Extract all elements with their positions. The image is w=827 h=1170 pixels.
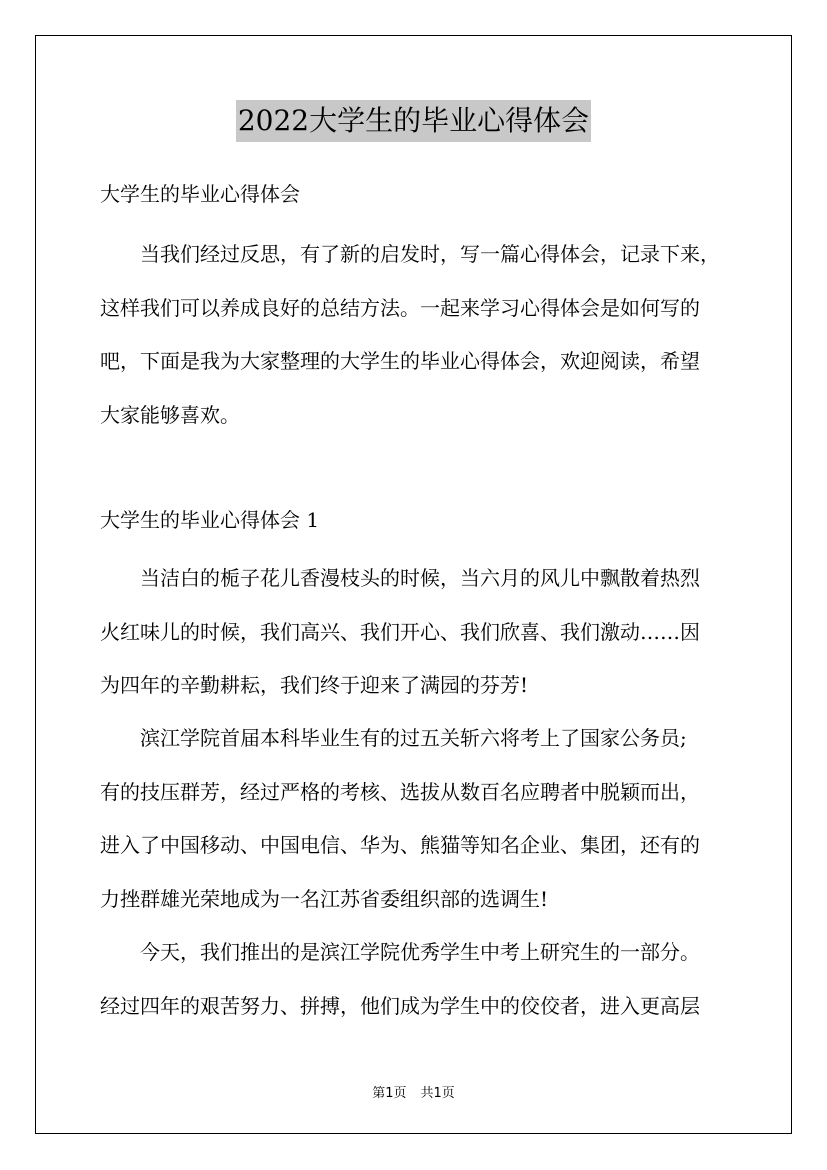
page-total: 共1页 [420, 1086, 455, 1101]
paragraph-line: 这样我们可以养成良好的总结方法。一起来学习心得体会是如何写的 [100, 295, 700, 320]
page-number: 第1页 [372, 1086, 407, 1101]
paragraph-line: 为四年的辛勤耕耘，我们终于迎来了满园的芬芳! [100, 673, 529, 697]
section-heading [100, 500, 740, 540]
document-title: 2022大学生的毕业心得体会 [236, 100, 591, 142]
section-heading-text: 大学生的毕业心得体会 1 [100, 508, 320, 532]
paragraph-line: 经过四年的艰苦努力、拼搏，他们成为学生中的佼佼者，进入更高层 [100, 993, 700, 1018]
intro-paragraph [100, 228, 740, 442]
paragraph-4 [100, 926, 740, 1033]
paragraph-line: 火红味儿的时候，我们高兴、我们开心、我们欣喜、我们激动……因 [100, 619, 700, 644]
paragraph-line: 有的技压群芳，经过严格的考核、选拔从数百名应聘者中脱颖而出， [100, 779, 700, 804]
document-heading [100, 174, 740, 214]
paragraph-line: 大家能够喜欢。 [100, 402, 240, 427]
paragraph-line: 今天，我们推出的是滨江学院优秀学生中考上研究生的一部分。 [140, 940, 700, 964]
paragraph-line: 当洁白的栀子花儿香漫枝头的时候，当六月的风儿中飘散着热烈 [140, 566, 700, 590]
paragraph-line: 力挫群雄光荣地成为一名江苏省委组织部的选调生! [100, 886, 549, 911]
paragraph-line: 滨江学院首届本科毕业生有的过五关斩六将考上了国家公务员; [140, 726, 687, 750]
paragraph-3 [100, 712, 740, 926]
title-container [0, 100, 827, 142]
paragraph-line: 当我们经过反思，有了新的启发时，写一篇心得体会，记录下来， [140, 242, 720, 266]
paragraph-line: 吧，下面是我为大家整理的大学生的毕业心得体会，欢迎阅读，希望 [100, 349, 700, 373]
page-footer [0, 1082, 827, 1101]
heading-text: 大学生的毕业心得体会 [100, 182, 300, 206]
paragraph-2 [100, 552, 740, 713]
paragraph-line: 进入了中国移动、中国电信、华为、熊猫等知名企业、集团，还有的 [100, 833, 700, 857]
